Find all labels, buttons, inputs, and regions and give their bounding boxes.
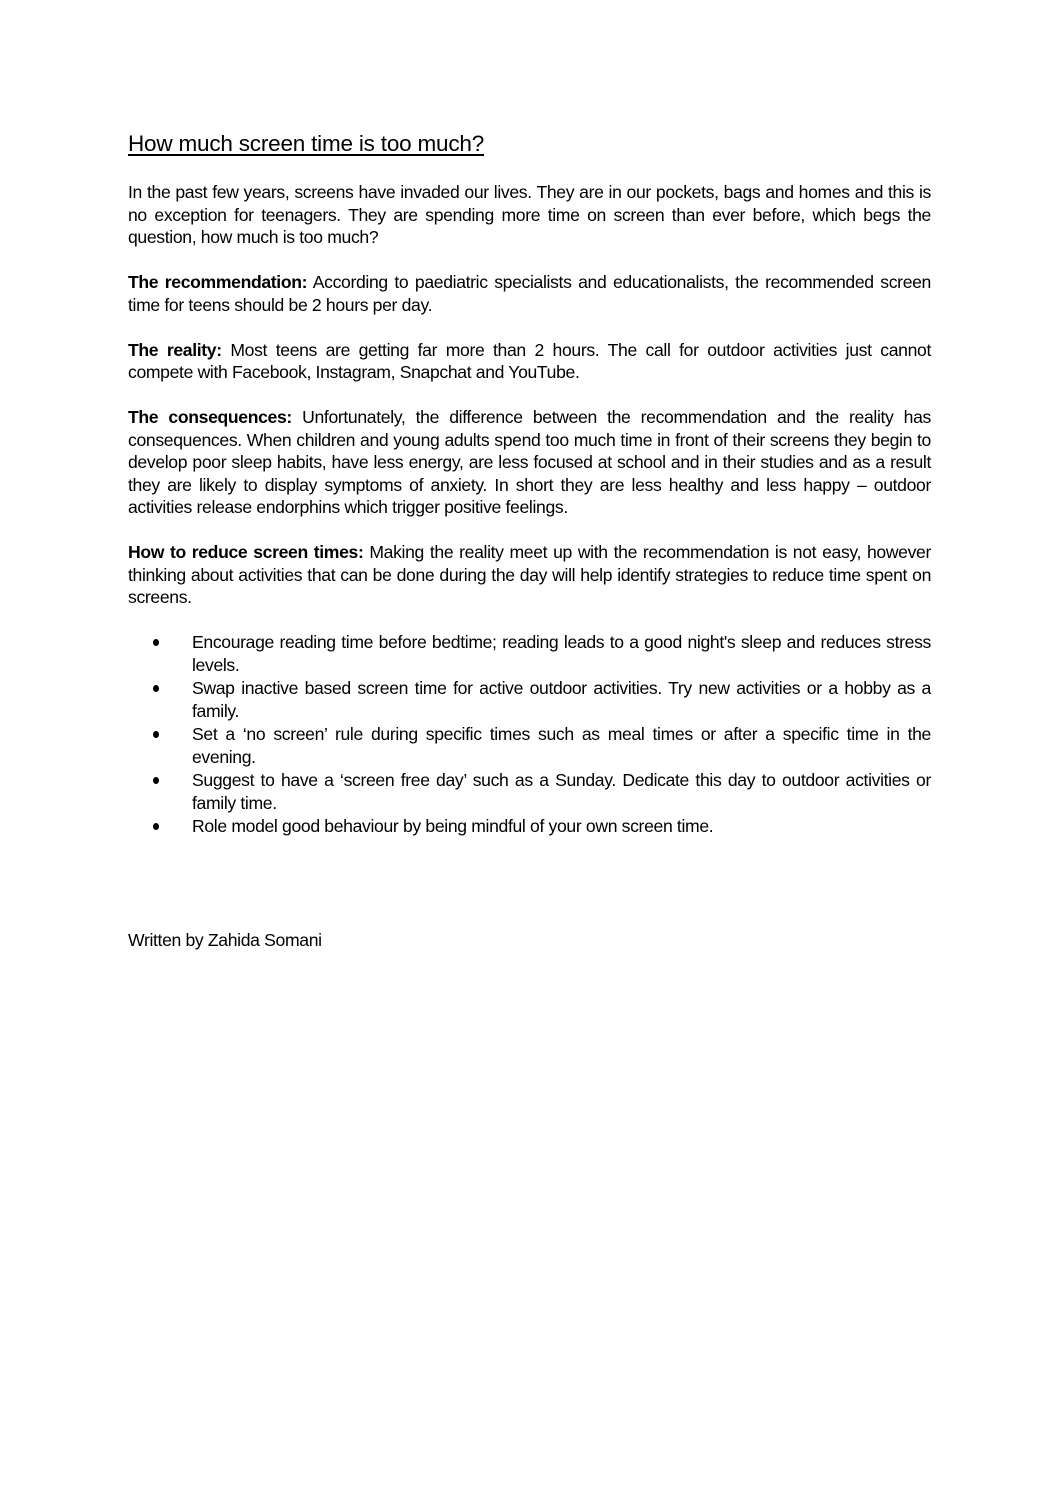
list-item-text: Suggest to have a ‘screen free day’ such as a Sunday. Dedicate this day to outdoor activities or family time. [192, 769, 931, 813]
section-heading: The consequences: [128, 407, 292, 427]
section-body: Making the reality meet up with the recommendation is not easy, however thinking about activities that can be done during the day will help identify strategies to reduce time spent on screens. [128, 542, 932, 607]
document-page [128, 128, 931, 838]
bullet-icon [153, 823, 159, 830]
list-item [128, 723, 931, 769]
section-heading: The reality: [128, 339, 222, 360]
section-body: Most teens are getting far more than 2 hours. The call for outdoor activities just cannot compete with Facebook, Instagram, Snapchat and YouTube. [128, 339, 931, 382]
bullet-icon [153, 777, 159, 784]
section-reality [128, 339, 931, 384]
list-item [128, 815, 931, 838]
list-item-text: Encourage reading time before bedtime; reading leads to a good night's sleep and reduces stress levels. [192, 631, 931, 675]
bullet-icon [153, 731, 159, 738]
list-item-text: Set a ‘no screen’ rule during specific times such as meal times or after a specific time in the evening. [192, 723, 931, 767]
section-heading: The recommendation: [128, 272, 308, 292]
intro-paragraph: In the past few years, screens have invaded our lives. They are in our pockets, bags and homes and this is no exception for teenagers. They are spending more time on screen than ever before, which begs the question, how much is too much? [128, 182, 931, 247]
section-heading: How to reduce screen times: [128, 542, 364, 562]
section-body: Unfortunately, the difference between the recommendation and the reality has consequences. When children and young adults spend too much time in front of their screens they begin to develop poor sleep habits, have less energy, are less focused at school and in their studies and as a result they are likely to display symptoms of anxiety. In short they are less healthy and less happy – outdoor activities release endorphins which trigger positive feelings. [128, 407, 931, 517]
list-item [128, 769, 931, 815]
list-item [128, 677, 931, 723]
page-title: How much screen time is too much? [128, 131, 485, 156]
section-consequences [128, 406, 931, 519]
section-body: According to paediatric specialists and educationalists, the recommended screen time for teens should be 2 hours per day. [128, 272, 931, 315]
bullet-icon [153, 639, 159, 646]
bullet-icon [153, 685, 159, 692]
author-byline: Written by Zahida Somani [128, 930, 322, 950]
list-item-text: Swap inactive based screen time for active outdoor activities. Try new activities or a hobby as a family. [192, 677, 931, 721]
section-reduce-screen-times [128, 541, 931, 609]
tips-list [128, 631, 931, 838]
list-item-text: Role model good behaviour by being mindful of your own screen time. [192, 815, 714, 836]
section-recommendation [128, 271, 931, 316]
list-item [128, 631, 931, 677]
